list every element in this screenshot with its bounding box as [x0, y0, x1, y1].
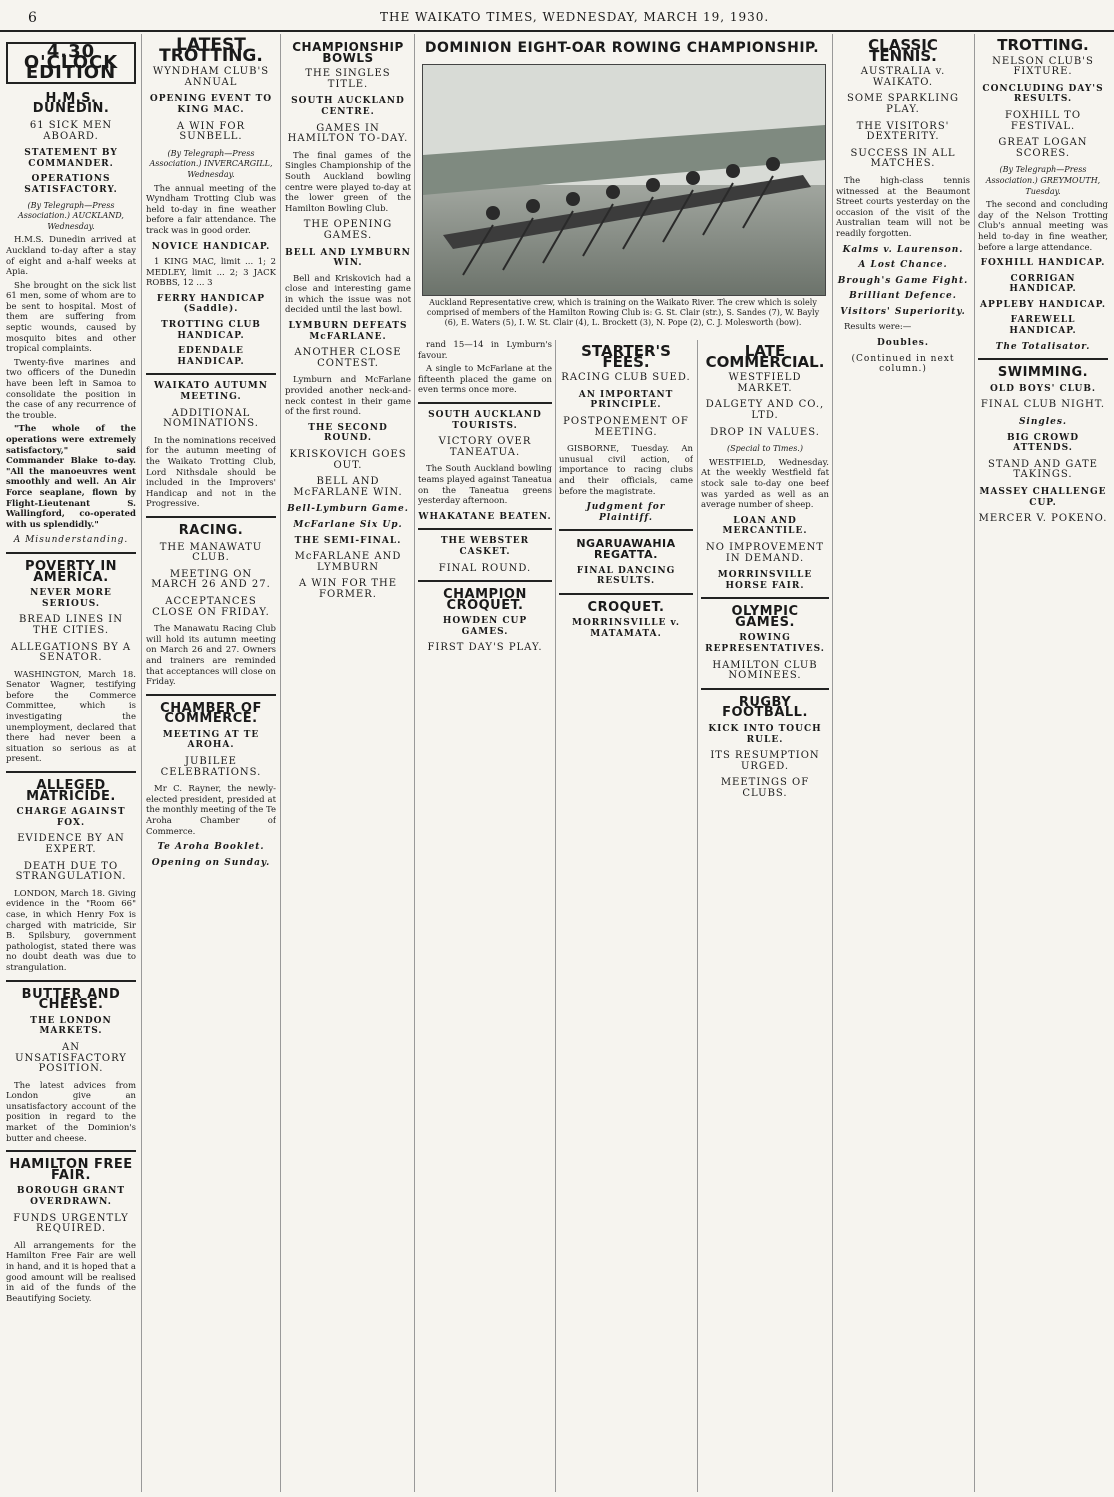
brilliant-defence: Brilliant Defence.: [849, 291, 957, 302]
column-rule: [832, 34, 833, 1492]
farewell-handicap: FAREWELL HANDICAP.: [1009, 315, 1077, 337]
totalisator: The Totalisator.: [995, 341, 1091, 352]
divider: [418, 528, 552, 530]
column-7: [836, 34, 970, 1492]
fair-para: All arrangements for the Hamilton Free Fair are well in hand, and it is hoped that a good amount will be realised in aid of the funds of the Beautifying Society.: [6, 1240, 136, 1304]
butter-para: The latest advices from London give an unsatisfactory account of the position in regard to the market of the Dominion's butter and cheese.: [6, 1080, 136, 1144]
sunday-subhead: Opening on Sunday.: [151, 857, 271, 868]
trotting-para: The annual meeting of the Wyndham Trotting Club was held to-day in fine weather before a fair attendance. The track was in good order.: [146, 183, 276, 236]
autumn-subhead: ADDITIONAL NOMINATIONS.: [163, 407, 259, 430]
novice-results: 1 KING MAC, limit ... 1; 2 MEDLEY, limit ... 2; 3 JACK ROBBS, 12 ... 3: [146, 257, 276, 289]
sunbell-win: A WIN FOR SUNBELL.: [176, 120, 246, 143]
visitors-dexterity: THE VISITORS' DEXTERITY.: [856, 120, 950, 143]
column-5: [559, 340, 693, 1492]
lost-chance: A Lost Chance.: [858, 260, 948, 271]
rowing-banner: [416, 34, 828, 62]
dunedin-subhead: 61 SICK MEN ABOARD.: [29, 119, 113, 142]
croquet-2-headline: CROQUET.: [587, 599, 665, 615]
judgment-subhead: Judgment for Plaintiff.: [586, 502, 666, 523]
column-4: [418, 340, 552, 1492]
column-rule: [555, 340, 556, 1492]
rowing-crew-photo: [422, 64, 826, 296]
divider: [146, 516, 276, 518]
webster-casket: THE WEBSTER CASKET.: [440, 536, 530, 557]
hamilton-nominees: HAMILTON CLUB NOMINEES.: [712, 659, 818, 682]
butter-position: AN UNSATISFACTORY POSITION.: [15, 1041, 127, 1075]
commercial-para: WESTFIELD, Wednesday. At the weekly Westfield fat stock sale to-day one beef was yarded as well as an average number of sheep.: [701, 457, 829, 511]
acceptances: ACCEPTANCES CLOSE ON FRIDAY.: [152, 595, 270, 618]
loan-mercantile: LOAN AND MERCANTILE.: [722, 515, 808, 537]
sparkling-play: SOME SPARKLING PLAY.: [847, 93, 959, 115]
croquet-headline: CHAMPION CROQUET.: [443, 587, 527, 613]
old-boys: OLD BOYS' CLUB.: [989, 383, 1097, 394]
poverty-allegations: ALLEGATIONS BY A SENATOR.: [10, 641, 132, 664]
corrigan-handicap: CORRIGAN HANDICAP.: [1009, 273, 1077, 295]
starters-headline: STARTER'S FEES.: [581, 342, 671, 371]
divider: [418, 402, 552, 404]
racing-club-sued: RACING CLUB SUED.: [561, 372, 691, 384]
wyndham-subhead: WYNDHAM CLUB'S ANNUAL: [152, 66, 270, 88]
first-day: FIRST DAY'S PLAY.: [427, 642, 543, 654]
divider: [418, 580, 552, 582]
continued-note: (Continued in next column.): [851, 353, 955, 375]
commercial-byline: (Special to Times.): [727, 444, 803, 454]
olympic-headline: OLYMPIC GAMES.: [731, 604, 799, 630]
opening-event: OPENING EVENT TO KING MAC.: [149, 94, 273, 115]
matricide-para: LONDON, March 18. Giving evidence in the "Room 66" case, in which Henry Fox is charged with matricide, Sir B. Spilsbury, government pathologist, stated there was no doubt death was due to strangulation.: [6, 888, 136, 973]
semi-final: THE SEMI-FINAL.: [294, 535, 402, 546]
divider: [146, 373, 276, 375]
manawatu-meeting: MEETING ON MARCH 26 AND 27.: [151, 568, 271, 591]
butter-subhead: THE LONDON MARKETS.: [30, 1015, 112, 1037]
page-number: 6: [28, 10, 37, 26]
bowls-para-4: A single to McFarlane at the fifteenth placed the game on even terms once more.: [418, 364, 552, 396]
regatta-headline: NGARUAWAHIA REGATTA.: [576, 537, 676, 561]
foxhill-festival: FOXHILL TO FESTIVAL.: [1004, 109, 1082, 132]
rowing-caption: Auckland Representative crew, which is training on the Waikato River. The crew which is solely comprised of members of the Hamilton Rowing Club is: G. St. Clair (str.), S. Sandes (7), W. Bayly (6), E. Waters (5), I. W. St. Clair (4), L. Brockett (3), N. Pope (2), C. J. Molesworth (bow).: [426, 298, 820, 327]
massey-cup: MASSEY CHALLENGE CUP.: [979, 487, 1107, 508]
foxhill-handicap: FOXHILL HANDICAP.: [980, 258, 1106, 269]
edition-banner: 4.30 O'CLOCK EDITION: [6, 42, 136, 84]
dunedin-byline: (By Telegraph—Press Association.) AUCKLAND, Wednesday.: [18, 200, 124, 231]
stand-gate: STAND AND GATE TAKINGS.: [988, 458, 1098, 481]
trotting-club-handicap: TROTTING CLUB HANDICAP.: [161, 320, 261, 341]
no-improvement: NO IMPROVEMENT IN DEMAND.: [705, 541, 825, 564]
divider: [978, 358, 1108, 360]
divider: [559, 593, 693, 595]
divider: [559, 529, 693, 531]
mcfarlane-six-up: McFarlane Six Up.: [293, 519, 403, 530]
bowls-headline: CHAMPIONSHIP BOWLS: [292, 40, 404, 65]
column-8: [978, 34, 1108, 1492]
whakatane-beaten: WHAKATANE BEATEN.: [418, 511, 552, 522]
divider: [6, 771, 136, 773]
victory-taneatua: VICTORY OVER TANEATUA.: [438, 436, 532, 458]
bell-lymburn-win: BELL AND LYMBURN WIN.: [285, 247, 411, 269]
autumn-headline: WAIKATO AUTUMN MEETING.: [154, 381, 268, 403]
kalms-laurenson: Kalms v. Laurenson.: [842, 244, 964, 255]
divider: [6, 552, 136, 554]
opening-games: THE OPENING GAMES.: [303, 219, 393, 241]
tourists-para: The South Auckland bowling teams played against Taneatua on the Taneatua greens yesterday afternoon.: [418, 464, 552, 507]
trotting-byline: (By Telegraph—Press Association.) INVERCARGILL, Wednesday.: [149, 148, 273, 179]
chamber-para: Mr C. Rayner, the newly-elected president, presided at the monthly meeting of the Te Aroha Chamber of Commerce.: [146, 784, 276, 837]
concluding-results: CONCLUDING DAY'S RESULTS.: [982, 83, 1104, 105]
final-round: FINAL ROUND.: [438, 562, 532, 574]
rugby-headline: RUGBY FOOTBALL.: [722, 694, 808, 721]
fair-subhead: BOROUGH GRANT OVERDRAWN.: [16, 1186, 126, 1208]
horse-fair: MORRINSVILLE HORSE FAIR.: [717, 570, 813, 591]
big-crowd: BIG CROWD ATTENDS.: [1006, 432, 1080, 454]
dunedin-statement: STATEMENT BY COMMANDER.: [24, 148, 118, 169]
rowing-headline: DOMINION EIGHT-OAR ROWING CHAMPIONSHIP.: [424, 40, 820, 56]
dalgety: DALGETY AND CO., LTD.: [705, 399, 825, 421]
logan-scores: GREAT LOGAN SCORES.: [998, 137, 1088, 159]
trotting-2-para: The second and concluding day of the Nelson Trotting Club's annual meeting was held to-day in fine weather, before a large attendance.: [978, 200, 1108, 253]
bowls-para-1: The final games of the Singles Championship of the South Auckland bowling centre were played to-day at the lower green of the Hamilton Bowling Club.: [285, 150, 411, 214]
bell-mcfarlane-win: BELL AND McFARLANE WIN.: [293, 476, 403, 498]
nelson-fixture: NELSON CLUB'S FIXTURE.: [992, 55, 1094, 78]
bowls-para-3: Lymburn and McFarlane provided another neck-and-neck contest in their game of the first round.: [285, 375, 411, 418]
edendale-handicap: EDENDALE HANDICAP.: [177, 346, 245, 367]
column-rule: [974, 34, 975, 1492]
meetings-clubs: MEETINGS OF CLUBS.: [720, 777, 810, 799]
starters-para: GISBORNE, Tuesday. An unusual civil action, of importance to racing clubs and their officials, came before the magistrate.: [559, 444, 693, 497]
singles-title: THE SINGLES TITLE.: [305, 68, 391, 90]
another-contest: ANOTHER CLOSE CONTEST.: [294, 347, 402, 369]
matricide-expert: EVIDENCE BY AN EXPERT.: [17, 833, 125, 855]
column-rule: [414, 34, 415, 1492]
ferry-handicap: FERRY HANDICAP (Saddle).: [156, 293, 266, 315]
matricide-subhead: CHARGE AGAINST FOX.: [16, 807, 126, 828]
divider: [6, 980, 136, 982]
trotting-2-byline: (By Telegraph—Press Association.) GREYMOUTH, Tuesday.: [985, 165, 1101, 196]
appleby-handicap: APPLEBY HANDICAP.: [980, 299, 1106, 310]
singles-subhead: Singles.: [1018, 417, 1068, 428]
autumn-para: In the nominations received for the autumn meeting of the Waikato Trotting Club, Lord Nithsdale should be included in the Improvers' Handicap and not in the Progressive.: [146, 435, 276, 510]
dunedin-para-2: She brought on the sick list 61 men, some of whom are to be sent to hospital. Most of them are suffering from septic wounds, caused by mosquito bites and other tropical complaints.: [6, 280, 136, 355]
manawatu-subhead: THE MANAWATU CLUB.: [159, 541, 263, 564]
chamber-meeting: MEETING AT TE AROHA.: [162, 729, 260, 751]
column-2: [146, 34, 276, 1492]
paper-dateline: THE WAIKATO TIMES, WEDNESDAY, MARCH 19, 1930.: [380, 10, 770, 24]
drop-values: DROP IN VALUES.: [710, 426, 820, 438]
matricide-headline: ALLEGED MATRICIDE.: [26, 778, 116, 804]
morrinsville-matamata: MORRINSVILLE v. MATAMATA.: [572, 618, 680, 639]
column-3: [285, 34, 411, 1492]
poverty-headline: POVERTY IN AMERICA.: [24, 558, 118, 585]
win-former: A WIN FOR THE FORMER.: [298, 578, 398, 600]
mercer-pokeno: MERCER V. POKENO.: [978, 513, 1108, 525]
chamber-headline: CHAMBER OF COMMERCE.: [160, 700, 262, 727]
divider: [6, 1150, 136, 1152]
tennis-headline: CLASSIC TENNIS.: [868, 36, 938, 65]
column-rule: [697, 340, 698, 1492]
butter-headline: BUTTER AND CHEESE.: [21, 986, 121, 1013]
brough-fight: Brough's Game Fight.: [837, 275, 969, 286]
dunedin-para-3: Twenty-five marines and two officers of the Dunedin have been left in Samoa to consolidate the position in the case of any recurrence of the trouble.: [6, 357, 136, 421]
column-rule: [280, 34, 281, 1492]
semi-subhead: McFARLANE AND LYMBURN: [294, 551, 402, 573]
racing-headline: RACING.: [178, 522, 244, 538]
tourists-headline: SOUTH AUCKLAND TOURISTS.: [428, 409, 542, 431]
trotting-headline: LATEST TROTTING.: [159, 35, 263, 66]
resumption: ITS RESUMPTION URGED.: [710, 750, 820, 772]
commercial-headline: LATE COMMERCIAL.: [705, 342, 825, 371]
kick-touch: KICK INTO TOUCH RULE.: [708, 724, 822, 745]
poverty-subhead: NEVER MORE SERIOUS.: [30, 588, 112, 609]
column-6: [701, 340, 829, 1492]
howden-cup: HOWDEN CUP GAMES.: [442, 616, 528, 637]
poverty-para: WASHINGTON, March 18. Senator Wagner, testifying before the Commerce Committee, which is investigating the unemployment, declared that there had never been a situation so serious as at present.: [6, 669, 136, 765]
booklet-subhead: Te Aroha Booklet.: [157, 842, 265, 853]
dunedin-headline: H.M.S. DUNEDIN.: [32, 90, 110, 117]
bowls-centre: SOUTH AUCKLAND CENTRE.: [291, 96, 405, 117]
westfield-market: WESTFIELD MARKET.: [728, 372, 802, 394]
final-night: FINAL CLUB NIGHT.: [980, 399, 1106, 411]
important-principle: AN IMPORTANT PRINCIPLE.: [578, 389, 674, 411]
lymburn-defeats: LYMBURN DEFEATS McFARLANE.: [288, 321, 408, 342]
masthead-rule: [0, 30, 1114, 32]
misunderstanding-subhead: A Misunderstanding.: [13, 535, 129, 546]
manawatu-para: The Manawatu Racing Club will hold its autumn meeting on March 26 and 27. Owners and trainers are reminded that acceptances will close on Friday.: [146, 624, 276, 688]
bowls-para-2: Bell and Kriskovich had a close and interesting game in which the issue was not decided until the last bowl.: [285, 273, 411, 316]
novice-handicap: NOVICE HANDICAP.: [151, 241, 271, 252]
dunedin-operations: OPERATIONS SATISFACTORY.: [24, 174, 118, 195]
masthead: [0, 0, 1114, 28]
bowls-continued: rand 15—14 in Lymburn's favour.: [418, 340, 552, 361]
column-rule: [141, 34, 142, 1492]
postponement: POSTPONEMENT OF MEETING.: [563, 415, 689, 438]
fair-funds: FUNDS URGENTLY REQUIRED.: [13, 1212, 129, 1235]
visitors-superiority: Visitors' Superiority.: [840, 306, 966, 317]
doubles-subhead: Doubles.: [877, 338, 929, 349]
dunedin-quote: "The whole of the operations were extremely satisfactory," said Commander Blake to-day. "All the manoeuvres went smoothly and well. An Air Force seaplane, flown by Flight-Lieutenant S. Wallingford, co-operated with us splendidly.": [6, 424, 136, 530]
divider: [146, 694, 276, 696]
divider: [701, 597, 829, 599]
fair-headline: HAMILTON FREE FAIR.: [9, 1157, 133, 1183]
rowing-photo-illustration: [423, 65, 825, 295]
dancing-results: FINAL DANCING RESULTS.: [576, 565, 676, 587]
results-label: Results were:—: [844, 322, 912, 333]
trotting-2-headline: TROTTING.: [997, 36, 1089, 54]
matricide-death: DEATH DUE TO STRANGULATION.: [15, 860, 127, 883]
dunedin-para-1: H.M.S. Dunedin arrived at Auckland to-day after a stay of eight and a-half weeks at Apia.: [6, 235, 136, 278]
divider: [701, 688, 829, 690]
bell-lymburn-game: Bell-Lymburn Game.: [287, 504, 409, 515]
poverty-lines: BREAD LINES IN THE CITIES.: [19, 614, 123, 636]
kriskovich-out: KRISKOVICH GOES OUT.: [289, 449, 407, 471]
rowing-reps: ROWING REPRESENTATIVES.: [705, 633, 825, 655]
jubilee: JUBILEE CELEBRATIONS.: [160, 756, 262, 778]
aus-waikato: AUSTRALIA v. WAIKATO.: [860, 66, 946, 88]
second-round: THE SECOND ROUND.: [308, 422, 388, 444]
tennis-para: The high-class tennis witnessed at the Beaumont Street courts yesterday on the occasion of the visit of the Australian team will not be readily forgotten.: [836, 175, 970, 239]
bowls-games: GAMES IN HAMILTON TO-DAY.: [287, 122, 409, 145]
swimming-headline: SWIMMING.: [997, 365, 1089, 381]
success-matches: SUCCESS IN ALL MATCHES.: [850, 147, 956, 170]
column-1: [6, 34, 136, 1492]
